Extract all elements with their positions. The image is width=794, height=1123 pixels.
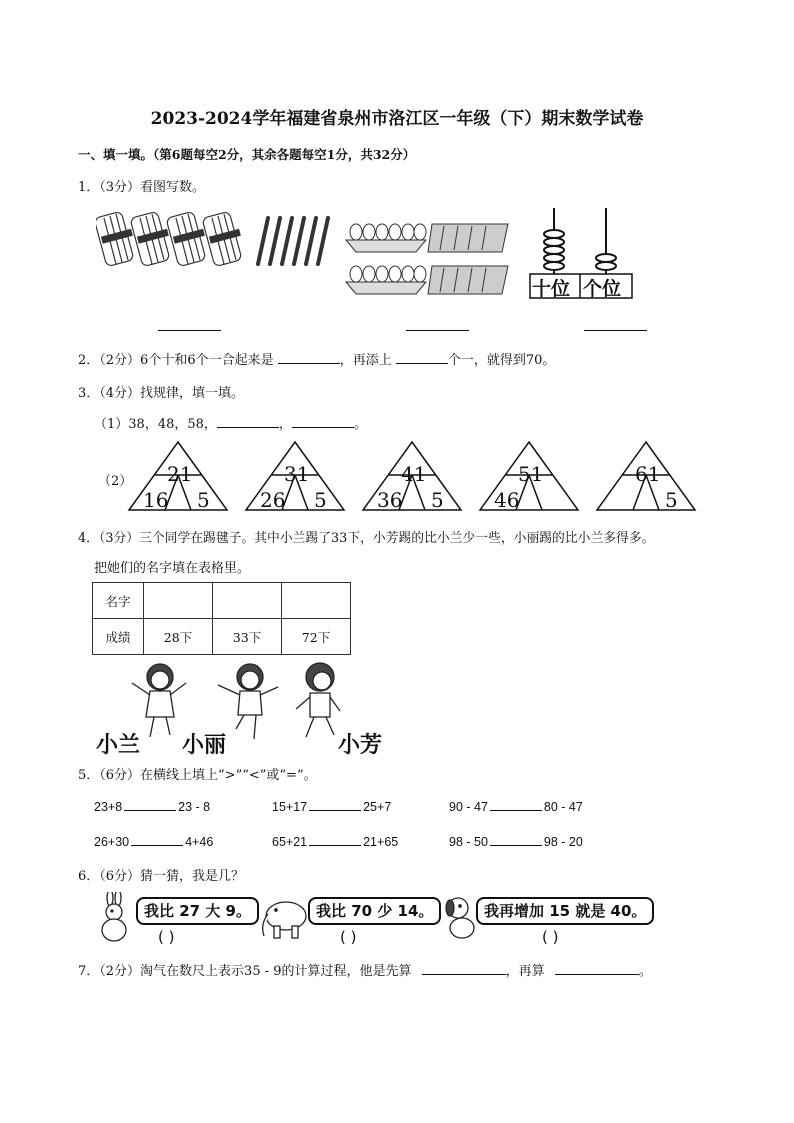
- question-text: ，再算: [505, 964, 545, 979]
- answer-blank[interactable]: [292, 415, 354, 428]
- triangle-top: 51: [518, 462, 544, 486]
- question-5: 5．（6分）在横线上填上“>”“<”或“=”。: [78, 768, 317, 783]
- expr-right: 4+46: [185, 835, 214, 849]
- expr-right: 80 - 47: [543, 800, 583, 814]
- triangle-top: 41: [401, 462, 427, 486]
- rabbit-icon: [96, 892, 134, 944]
- expr-left: 26+30: [94, 835, 130, 849]
- question-4: 4．（3分）三个同学在踢毽子。其中小兰踢了33下，小芳踢的比小兰少一些，小丽踢的比小兰多得多。: [78, 531, 655, 546]
- speech-bubble: 我再增加 15 就是 40。: [476, 897, 654, 925]
- speech-bubble: 我比 70 少 14。: [308, 897, 441, 925]
- answer-blank[interactable]: [555, 962, 639, 975]
- question-6: 6．（6分）猜一猜，我是几？: [78, 869, 245, 884]
- table-row: [93, 619, 351, 655]
- expr-right: 98 - 20: [543, 835, 583, 849]
- name-cell[interactable]: [282, 583, 351, 619]
- bundles-of-sticks-image: [96, 204, 246, 274]
- answer-blank[interactable]: [490, 833, 542, 846]
- number-triangle: [244, 440, 346, 512]
- expr-left: 98 - 50: [449, 835, 488, 849]
- expr-left: 15+17: [272, 800, 308, 814]
- answer-blank[interactable]: [309, 798, 361, 811]
- comparison-item: [272, 798, 391, 814]
- answer-parentheses[interactable]: ( ): [340, 928, 357, 946]
- name-cell[interactable]: [144, 583, 213, 619]
- answer-blank[interactable]: [422, 962, 506, 975]
- triangle-left: 36: [377, 488, 403, 512]
- question-text: 。: [353, 417, 367, 432]
- question-4-line-2: 把她们的名字填在表格里。: [94, 561, 251, 576]
- elephant-icon: [256, 896, 308, 940]
- question-3: 3．（4分）找规律，填一填。: [78, 386, 245, 401]
- question-text: 个一，就得到70。: [447, 353, 556, 368]
- question-2: [78, 349, 555, 368]
- expr-left: 23+8: [94, 800, 123, 814]
- egg-cartons-image: [344, 210, 514, 296]
- triangle-left: 16: [143, 488, 169, 512]
- question-text: 7．（2分）淘气在数尺上表示35 - 9的计算过程，他是先算: [78, 964, 412, 979]
- number-triangle: [595, 440, 697, 512]
- question-text: （1）38，48，58，: [94, 417, 217, 432]
- score-cell: 28下: [144, 619, 213, 655]
- comparison-item: [94, 833, 213, 849]
- score-table: [92, 582, 351, 655]
- expr-left: 90 - 47: [449, 800, 488, 814]
- comparison-item: [449, 798, 583, 814]
- answer-blank[interactable]: [406, 330, 469, 331]
- question-text: 。: [638, 964, 652, 979]
- answer-blank[interactable]: [217, 415, 279, 428]
- number-triangle: [478, 440, 580, 512]
- answer-blank[interactable]: [131, 833, 183, 846]
- triangle-right: 5: [197, 488, 210, 512]
- abacus-tens-label: 十位: [532, 278, 571, 300]
- section-heading: 一、填一填。（第6题每空2分，其余各题每空1分，共32分）: [78, 147, 416, 162]
- score-cell: 33下: [213, 619, 282, 655]
- girl-name-label: 小丽: [182, 733, 227, 758]
- table-header-name: 名字: [93, 583, 144, 619]
- question-3-part-2-label: （2）: [98, 474, 133, 489]
- triangle-top: 21: [167, 462, 193, 486]
- triangle-left: 46: [494, 488, 520, 512]
- triangle-right: 5: [431, 488, 444, 512]
- question-3-part-1: [94, 413, 367, 432]
- abacus-ones-label: 个位: [583, 278, 622, 300]
- table-row: [93, 583, 351, 619]
- speech-bubble: 我比 27 大 9。: [136, 897, 259, 925]
- question-text: 2．（2分）6个十和6个一合起来是: [78, 353, 274, 368]
- question-text: ，再添上: [339, 353, 392, 368]
- comparison-item: [94, 798, 210, 814]
- expr-left: 65+21: [272, 835, 308, 849]
- table-header-score: 成绩: [93, 619, 144, 655]
- triangle-top: 61: [635, 462, 661, 486]
- girl-name-label: 小兰: [96, 733, 141, 758]
- expr-right: 25+7: [363, 800, 392, 814]
- question-1: 1．（3分）看图写数。: [78, 180, 206, 195]
- answer-parentheses[interactable]: ( ): [542, 928, 559, 946]
- answer-blank[interactable]: [278, 351, 340, 364]
- expr-right: 23 - 8: [178, 800, 211, 814]
- answer-blank[interactable]: [309, 833, 361, 846]
- triangle-right: 5: [665, 488, 678, 512]
- answer-blank[interactable]: [396, 351, 448, 364]
- loose-sticks-image: [250, 212, 338, 268]
- answer-blank[interactable]: [124, 798, 176, 811]
- number-triangle: [127, 440, 229, 512]
- expr-right: 21+65: [363, 835, 399, 849]
- answer-blank[interactable]: [158, 330, 221, 331]
- girl-name-label: 小芳: [338, 733, 383, 758]
- question-text: ，: [278, 417, 292, 432]
- answer-parentheses[interactable]: ( ): [158, 928, 175, 946]
- triangle-left: 26: [260, 488, 286, 512]
- score-cell: 72下: [282, 619, 351, 655]
- answer-blank[interactable]: [584, 330, 647, 331]
- triangle-right: 5: [314, 488, 327, 512]
- number-triangle: [361, 440, 463, 512]
- question-7: [78, 960, 652, 979]
- page-title: 2023-2024学年福建省泉州市洛江区一年级（下）期末数学试卷: [150, 109, 644, 129]
- triangle-top: 31: [284, 462, 310, 486]
- comparison-item: [449, 833, 583, 849]
- comparison-item: [272, 833, 398, 849]
- name-cell[interactable]: [213, 583, 282, 619]
- answer-blank[interactable]: [490, 798, 542, 811]
